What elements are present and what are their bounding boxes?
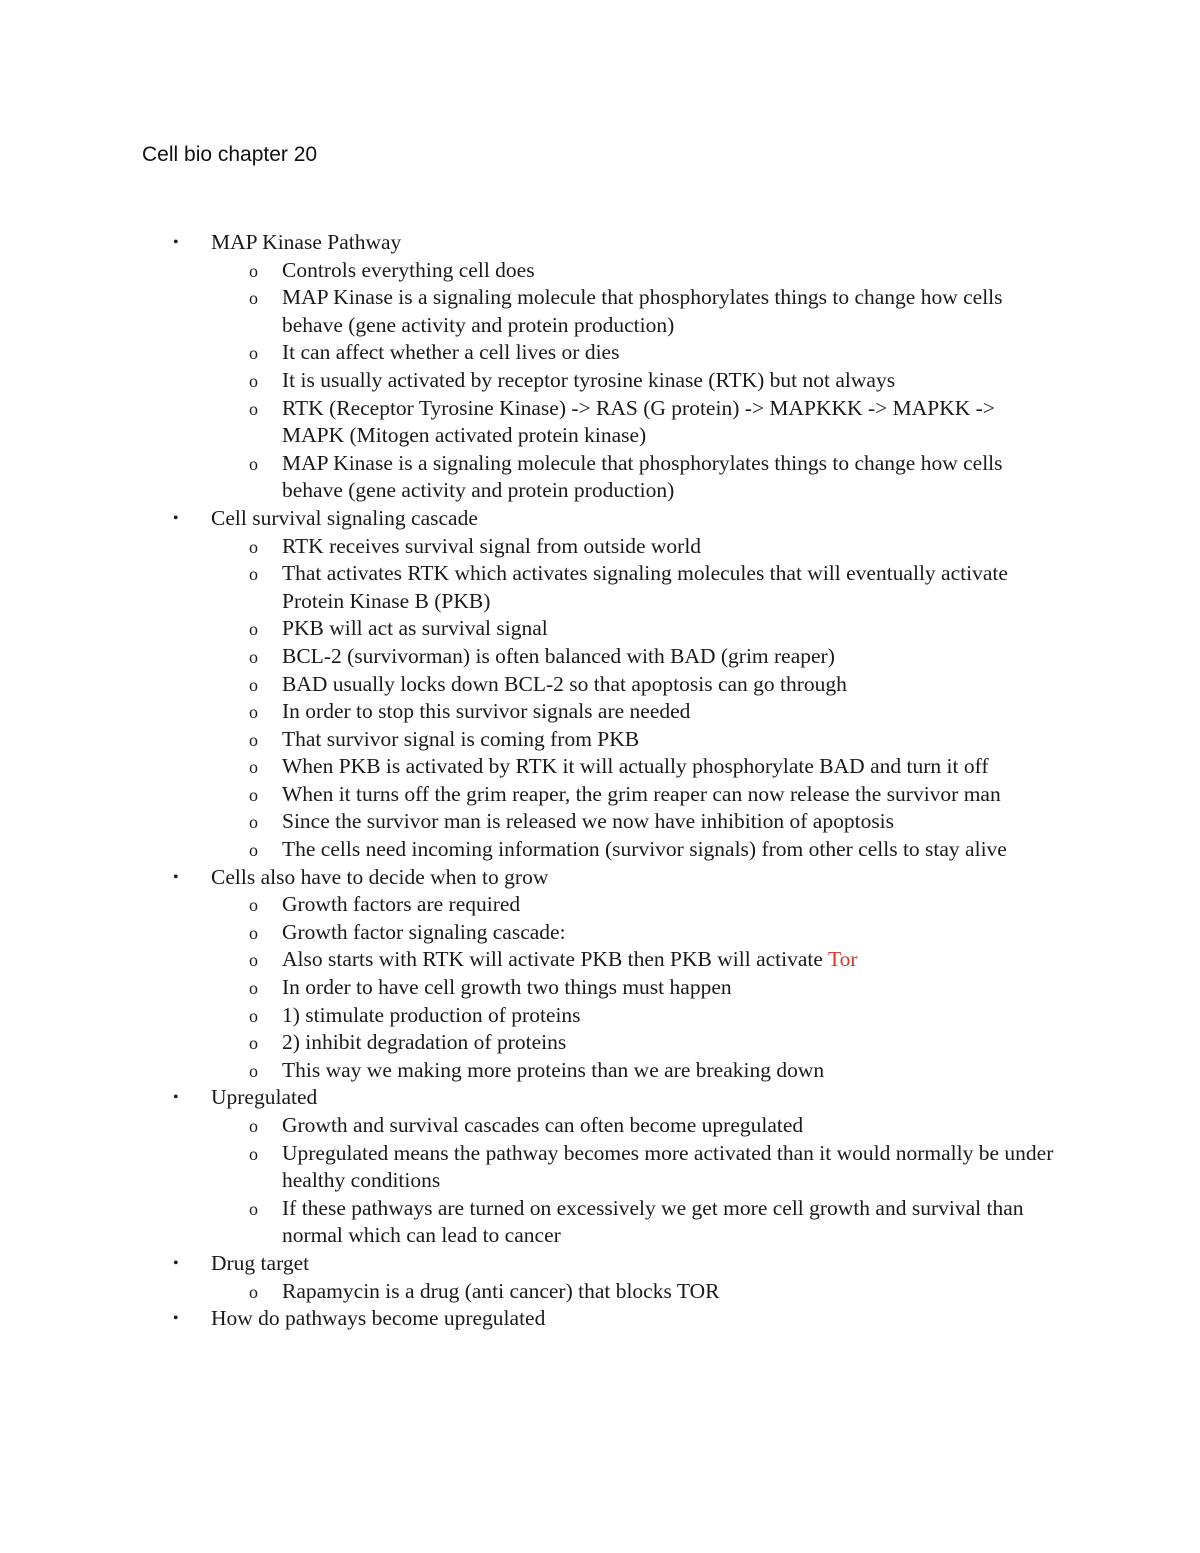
item-text: That survivor signal is coming from PKB [282, 726, 640, 751]
list-item [249, 671, 1080, 699]
section-heading: Cells also have to decide when to grow [211, 864, 549, 889]
list-item [249, 1278, 1080, 1306]
item-text: RTK (Receptor Tyrosine Kinase) -> RAS (G protein) -> MAPKKK -> MAPKK -> MAPK (Mitogen activated protein kinase) [282, 395, 995, 448]
list-item [249, 891, 1080, 919]
list-item [249, 615, 1080, 643]
sub-bullet-icon: o [249, 453, 258, 474]
item-text: That activates RTK which activates signaling molecules that will eventually activate Protein Kinase B (PKB) [282, 561, 1008, 613]
section-map-kinase [0, 229, 1200, 505]
sub-bullet-icon: o [249, 1116, 258, 1136]
item-text: Also starts with RTK will activate PKB then PKB will activate [282, 947, 823, 972]
item-text: Since the survivor man is released we now have inhibition of apoptosis [282, 809, 895, 834]
bullet-icon: • [173, 1310, 179, 1328]
list-item [249, 974, 1080, 1002]
list-item [249, 698, 1080, 726]
item-text: When it turns off the grim reaper, the grim reaper can now release the survivor man [282, 781, 1001, 806]
list-item [249, 836, 1080, 864]
item-text: The cells need incoming information (survivor signals) from other cells to stay alive [282, 837, 1007, 862]
section-cell-growth [0, 864, 1200, 1085]
item-text: MAP Kinase is a signaling molecule that phosphorylates things to change how cells behave (gene activity and protein production) [282, 285, 1003, 337]
sub-bullet-icon: o [249, 619, 258, 640]
bullet-icon: • [173, 1089, 179, 1107]
sub-bullet-icon: o [249, 1281, 258, 1302]
sub-bullet-icon: o [249, 729, 258, 750]
sub-bullet-icon: o [249, 674, 258, 695]
sub-list [211, 891, 1080, 1084]
section-heading: Drug target [211, 1250, 310, 1275]
list-item [249, 643, 1080, 671]
sub-bullet-icon: o [249, 1143, 258, 1164]
item-text: RTK receives survival signal from outside world [282, 533, 702, 558]
item-text: If these pathways are turned on excessively we get more cell growth and survival than normal which can lead to cancer [282, 1195, 1024, 1248]
item-text: It is usually activated by receptor tyrosine kinase (RTK) but not always [282, 367, 896, 392]
sub-bullet-icon: o [249, 1198, 258, 1219]
item-text: In order to have cell growth two things must happen [282, 975, 732, 1000]
bullet-icon: • [173, 1254, 179, 1272]
sub-bullet-icon: o [249, 288, 258, 309]
list-item [249, 1057, 1080, 1085]
item-text: Growth factor signaling cascade: [282, 919, 566, 944]
sub-bullet-icon: o [249, 922, 258, 943]
sub-list [211, 533, 1080, 864]
list-item [249, 560, 1080, 615]
sub-list [211, 257, 1080, 505]
item-text: This way we making more proteins than we are breaking down [282, 1057, 825, 1082]
section-heading: MAP Kinase Pathway [211, 230, 402, 254]
item-text: It can affect whether a cell lives or dies [282, 340, 620, 365]
sub-list [211, 1278, 1080, 1306]
list-item [249, 1112, 1080, 1140]
list-item [249, 753, 1080, 781]
section-heading: How do pathways become upregulated [211, 1306, 546, 1331]
sub-bullet-icon: o [249, 702, 258, 723]
sub-bullet-icon: o [249, 757, 258, 778]
list-item [249, 808, 1080, 836]
list-item [249, 1029, 1080, 1057]
list-item [249, 919, 1080, 947]
list-item [249, 367, 1080, 395]
item-text: PKB will act as survival signal [282, 616, 548, 641]
section-heading: Cell survival signaling cascade [211, 505, 478, 530]
list-item [249, 533, 1080, 561]
section-heading: Upregulated [211, 1085, 318, 1110]
list-item [249, 284, 1080, 339]
section-cell-survival [0, 505, 1200, 864]
sub-bullet-icon: o [249, 536, 258, 557]
section-pathway-upregulation [0, 1305, 1200, 1333]
sub-bullet-icon: o [249, 646, 258, 667]
item-text: 2) inhibit degradation of proteins [282, 1030, 567, 1055]
item-text: Rapamycin is a drug (anti cancer) that blocks TOR [282, 1278, 720, 1303]
sub-bullet-icon: o [249, 895, 258, 916]
sub-bullet-icon: o [249, 564, 258, 585]
sub-bullet-icon: o [249, 950, 258, 971]
item-text: 1) stimulate production of proteins [282, 1002, 581, 1027]
item-text: BCL-2 (survivorman) is often balanced with BAD (grim reaper) [282, 643, 835, 668]
bullet-icon: • [173, 868, 179, 886]
item-text-with-highlight [282, 946, 1062, 974]
sub-bullet-icon: o [249, 840, 258, 861]
sub-bullet-icon: o [249, 1033, 258, 1054]
section-upregulated [0, 1084, 1200, 1250]
sub-list [211, 1112, 1080, 1250]
bullet-icon: • [173, 234, 179, 251]
item-text: Upregulated means the pathway becomes more activated than it would normally be under healthy conditions [282, 1140, 1054, 1193]
item-text: Controls everything cell does [282, 257, 535, 282]
notes-outline [0, 229, 1200, 1333]
list-item [249, 1140, 1080, 1195]
sub-bullet-icon: o [249, 978, 258, 999]
sub-bullet-icon: o [249, 398, 258, 419]
document-title: Cell bio chapter 20 [142, 143, 318, 166]
list-item [249, 726, 1080, 754]
item-text: MAP Kinase is a signaling molecule that phosphorylates things to change how cells behave (gene activity and protein production) [282, 450, 1003, 503]
item-text: Growth and survival cascades can often become upregulated [282, 1113, 804, 1137]
list-item [249, 1002, 1080, 1030]
list-item [249, 450, 1080, 505]
sub-bullet-icon: o [249, 1060, 258, 1081]
section-drug-target [0, 1250, 1200, 1305]
bullet-icon: • [173, 509, 179, 527]
sub-bullet-icon: o [249, 260, 258, 281]
sub-bullet-icon: o [249, 812, 258, 833]
item-text: Growth factors are required [282, 892, 521, 917]
highlighted-word: Tor [827, 947, 858, 972]
sub-bullet-icon: o [249, 343, 258, 364]
list-item [249, 339, 1080, 367]
item-text: BAD usually locks down BCL-2 so that apoptosis can go through [282, 671, 847, 696]
list-item [249, 1195, 1080, 1250]
sub-bullet-icon: o [249, 1005, 258, 1026]
sub-bullet-icon: o [249, 370, 258, 391]
list-item [249, 781, 1080, 809]
list-item [249, 946, 1080, 974]
item-text: In order to stop this survivor signals are needed [282, 699, 691, 724]
sub-bullet-icon: o [249, 784, 258, 805]
list-item [249, 257, 1080, 285]
item-text: When PKB is activated by RTK it will actually phosphorylate BAD and turn it off [282, 754, 989, 779]
list-item [249, 395, 1080, 450]
